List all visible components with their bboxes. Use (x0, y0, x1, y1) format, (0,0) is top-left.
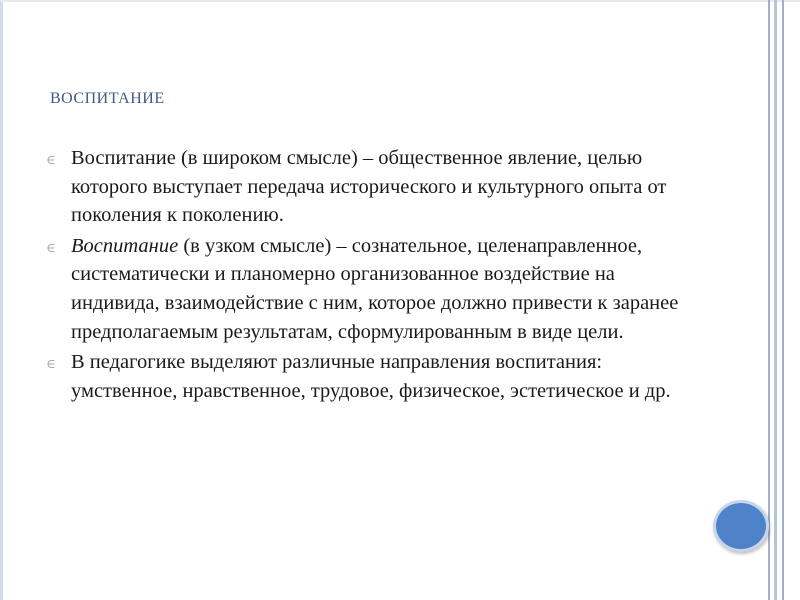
hollow-bullet-icon: ∈ (46, 152, 56, 167)
bullet-item (44, 144, 684, 230)
bullet-text: Воспитание (в широком смысле) – общественное явление, целью которого выступает передача исторического и культурного опыта от поколения к поколению. (71, 147, 667, 227)
bullet-item (44, 232, 684, 346)
right-frame-lines (768, 0, 790, 600)
slide-content (44, 144, 684, 407)
frame-line (768, 0, 770, 600)
top-edge-accent (0, 0, 800, 2)
decorative-circle-icon (713, 500, 769, 552)
bullet-text: (в узком смысле) – сознательное, целенаправленное, систематически и планомерно организованное воздействие на индивида, взаимодействие с ним, которое должно привести к заранее предполагаемым результатам, сформулированным в виде цели. (71, 234, 679, 343)
bullet-text: В педагогике выделяют различные направления воспитания: умственное, нравственное, трудовое, физическое, эстетическое и др. (71, 351, 671, 402)
frame-line (782, 0, 784, 600)
slide-title: ВОСПИТАНИЕ (50, 90, 165, 107)
bullet-item (44, 348, 684, 405)
frame-line (774, 0, 777, 600)
hollow-bullet-icon: ∈ (46, 356, 56, 372)
bullet-term: Воспитание (71, 234, 179, 257)
hollow-bullet-icon: ∈ (46, 239, 56, 255)
left-edge-accent (0, 0, 3, 600)
